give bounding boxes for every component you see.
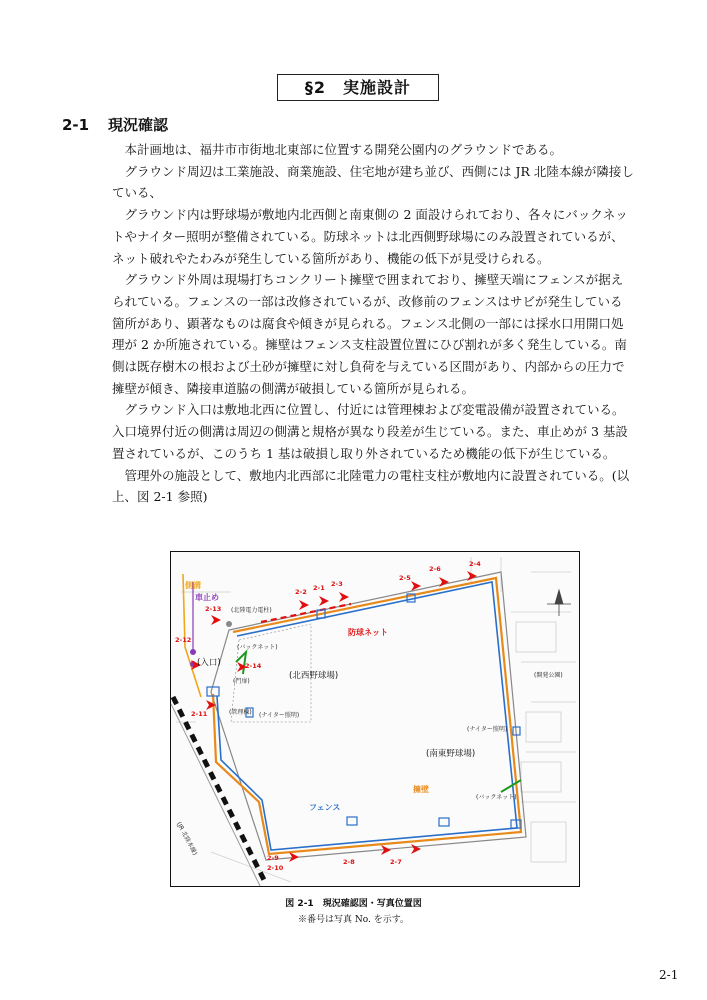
- paragraph-4: グラウンド外周は現場打ちコンクリート擁壁で囲まれており、擁壁天端にフェンスが据えられている。フェンスの一部は改修されているが、改修前のフェンスはサビが発生している箇所があり、顕著なものは腐食や傾きが見られる。フェンス北側の一部には採水口用開口処理が 2 か所施されている。擁壁はフェンス支柱設置位置にひび割れが多く発生している。南側は既存樹木の根および土砂が擁壁に対し負荷を与えている区間があり、内部からの圧力で擁壁が傾き、隣接車道脇の側溝が破損している箇所が見られる。: [112, 272, 627, 396]
- photo-number: 2-10: [267, 864, 284, 872]
- photo-number: 2-3: [331, 580, 343, 588]
- photo-number: 2-4: [469, 560, 481, 568]
- figure-caption: 図 2-1 現況確認図・写真位置図: [285, 899, 422, 909]
- photo-number: 2-6: [429, 565, 441, 573]
- photo-arrow: [467, 571, 477, 581]
- label-night-light-e: (ナイター照明): [467, 726, 508, 733]
- label-fence: フェンス: [309, 803, 341, 812]
- paragraph-5: グラウンド入口は敷地北西に位置し、付近には管理棟および変電設備が設置されている。入口境界付近の側溝は周辺の側溝と規格が異なり段差が生じている。また、車止めが 3 基設置されているが、このうち 1 基は破損し取り外されているため機能の低下が生じている。: [112, 402, 628, 461]
- photo-number: 2-14: [245, 662, 262, 670]
- label-nw-field: (北西野球場): [289, 671, 339, 681]
- legend-gutter: 側溝: [185, 581, 201, 590]
- label-wall: 擁壁: [413, 785, 429, 794]
- photo-arrow: [411, 844, 421, 854]
- label-se-field: (南東野球場): [426, 749, 476, 759]
- bollard-marker: [190, 649, 196, 655]
- page-number: 2-1: [659, 968, 679, 982]
- label-park: (開発公園): [534, 672, 563, 679]
- photo-number: 2-5: [399, 574, 411, 582]
- paragraph-2: グラウンド周辺は工業施設、商業施設、住宅地が建ち並び、西側には JR 北陸本線が隣接している、: [112, 163, 634, 201]
- section-title: 現況確認: [108, 116, 169, 134]
- paragraph-3: グラウンド内は野球場が敷地内北西側と南東側の 2 面設けられており、各々にバックネットやナイター照明が整備されている。防球ネットは北西側野球場にのみ設置されているが、ネット破れやたわみが発生している箇所があり、機能の低下が見受けられる。: [112, 207, 628, 266]
- label-entrance: (入口): [197, 658, 221, 668]
- label-night-light-w: (ナイター照明): [259, 712, 300, 719]
- photo-arrow: [299, 600, 309, 610]
- photo-number: 2-11: [191, 710, 208, 718]
- site-plan-drawing: [171, 552, 580, 887]
- label-backnet-nw: (バックネット): [237, 644, 278, 651]
- photo-number: 2-12: [175, 636, 192, 644]
- paragraph-1: 本計画地は、福井市市街地北東部に位置する開発公園内のグラウンドである。: [124, 142, 563, 157]
- section-title-box: §2 実施設計: [277, 74, 439, 101]
- site-plan-figure: [170, 551, 580, 887]
- legend-bollard: 車止め: [195, 593, 219, 602]
- power-pole-marker: [226, 621, 232, 627]
- body-text: [112, 139, 634, 508]
- section-number: 2-1: [62, 116, 90, 134]
- label-backnet-se: (バックネット): [476, 794, 517, 801]
- label-gate: (門扉): [233, 678, 250, 685]
- photo-arrow: [439, 577, 449, 587]
- label-protective-net: 防球ネット: [348, 628, 388, 637]
- photo-number: 2-2: [295, 588, 307, 596]
- photo-arrow: [319, 596, 329, 606]
- photo-number: 2-1: [313, 584, 325, 592]
- label-management: (管理棟): [229, 709, 252, 716]
- figure-note: ※番号は写真 No. を示す。: [298, 915, 409, 925]
- photo-number: 2-13: [205, 605, 222, 613]
- photo-number: 2-7: [390, 858, 402, 866]
- paragraph-6: 管理外の施設として、敷地内北西部に北陸電力の電柱支柱が敷地内に設置されている。(以上、図 2-1 参照): [112, 467, 630, 505]
- photo-arrow: [289, 852, 299, 862]
- label-railway: (JR 北陸本線): [175, 820, 199, 857]
- label-power-pole: (北陸電力電柱): [231, 607, 272, 614]
- photo-arrow: [211, 615, 221, 625]
- photo-number: 2-8: [343, 858, 355, 866]
- section-heading: [62, 114, 168, 135]
- photo-arrow: [339, 592, 349, 602]
- photo-number: 2-9: [267, 854, 279, 862]
- backnet-se: [501, 780, 521, 792]
